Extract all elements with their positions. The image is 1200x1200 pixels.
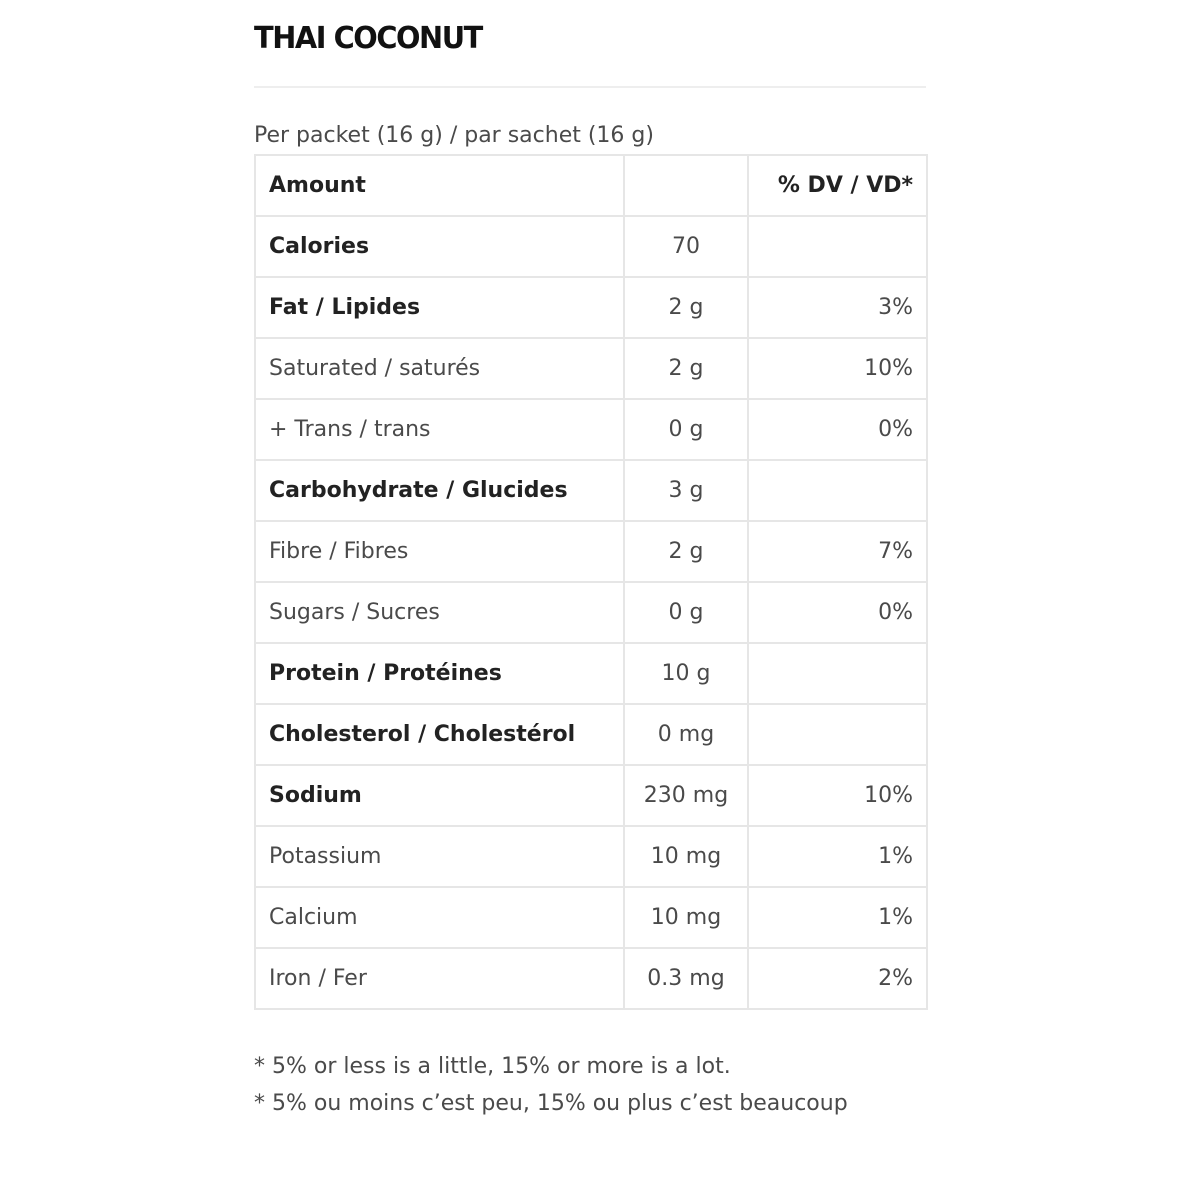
table-row [255, 521, 927, 582]
table-row [255, 643, 927, 704]
footnotes [254, 1048, 926, 1122]
nutrient-name: Calcium [255, 887, 624, 948]
footnote-english: * 5% or less is a little, 15% or more is a lot. [254, 1054, 731, 1079]
table-row [255, 887, 927, 948]
daily-value-header: % DV / VD* [748, 155, 927, 216]
nutrient-name: Sodium [255, 765, 624, 826]
nutrient-daily-value [748, 643, 927, 704]
table-row [255, 948, 927, 1009]
nutrient-amount: 0 g [624, 399, 748, 460]
table-row [255, 582, 927, 643]
nutrient-daily-value: 10% [748, 338, 927, 399]
nutrient-amount: 2 g [624, 277, 748, 338]
nutrition-panel [254, 0, 926, 1122]
nutrient-amount: 10 g [624, 643, 748, 704]
nutrient-name: + Trans / trans [255, 399, 624, 460]
nutrient-daily-value: 10% [748, 765, 927, 826]
table-header-row [255, 155, 927, 216]
nutrient-name: Carbohydrate / Glucides [255, 460, 624, 521]
nutrient-amount: 2 g [624, 338, 748, 399]
nutrient-amount: 0.3 mg [624, 948, 748, 1009]
nutrient-name: Sugars / Sucres [255, 582, 624, 643]
nutrient-daily-value: 0% [748, 399, 927, 460]
nutrient-daily-value [748, 460, 927, 521]
nutrient-daily-value: 7% [748, 521, 927, 582]
serving-size: Per packet (16 g) / par sachet (16 g) [254, 123, 654, 148]
amount-header: Amount [255, 155, 624, 216]
nutrient-amount: 2 g [624, 521, 748, 582]
nutrient-daily-value [748, 704, 927, 765]
table-row [255, 826, 927, 887]
nutrient-amount: 10 mg [624, 826, 748, 887]
nutrient-amount: 70 [624, 216, 748, 277]
nutrient-amount: 0 mg [624, 704, 748, 765]
nutrient-name: Saturated / saturés [255, 338, 624, 399]
nutrient-daily-value: 1% [748, 826, 927, 887]
nutrient-name: Cholesterol / Cholestérol [255, 704, 624, 765]
nutrient-daily-value: 0% [748, 582, 927, 643]
nutrient-amount: 10 mg [624, 887, 748, 948]
table-row [255, 704, 927, 765]
table-row [255, 216, 927, 277]
table-row [255, 277, 927, 338]
nutrient-name: Protein / Protéines [255, 643, 624, 704]
nutrient-amount: 230 mg [624, 765, 748, 826]
table-row [255, 765, 927, 826]
nutrient-daily-value: 3% [748, 277, 927, 338]
nutrient-rows [255, 216, 927, 1009]
nutrient-name: Calories [255, 216, 624, 277]
nutrient-amount: 0 g [624, 582, 748, 643]
nutrient-name: Iron / Fer [255, 948, 624, 1009]
nutrient-daily-value [748, 216, 927, 277]
nutrient-amount: 3 g [624, 460, 748, 521]
nutrition-table [254, 154, 928, 1010]
product-title: THAI COCONUT [254, 21, 482, 56]
nutrient-name: Fat / Lipides [255, 277, 624, 338]
table-row [255, 460, 927, 521]
nutrient-daily-value: 2% [748, 948, 927, 1009]
table-row [255, 338, 927, 399]
nutrient-name: Potassium [255, 826, 624, 887]
nutrient-daily-value: 1% [748, 887, 927, 948]
amount-value-header [624, 155, 748, 216]
footnote-french: * 5% ou moins c’est peu, 15% ou plus c’est beaucoup [254, 1091, 848, 1116]
table-row [255, 399, 927, 460]
nutrient-name: Fibre / Fibres [255, 521, 624, 582]
title-divider [254, 86, 926, 88]
